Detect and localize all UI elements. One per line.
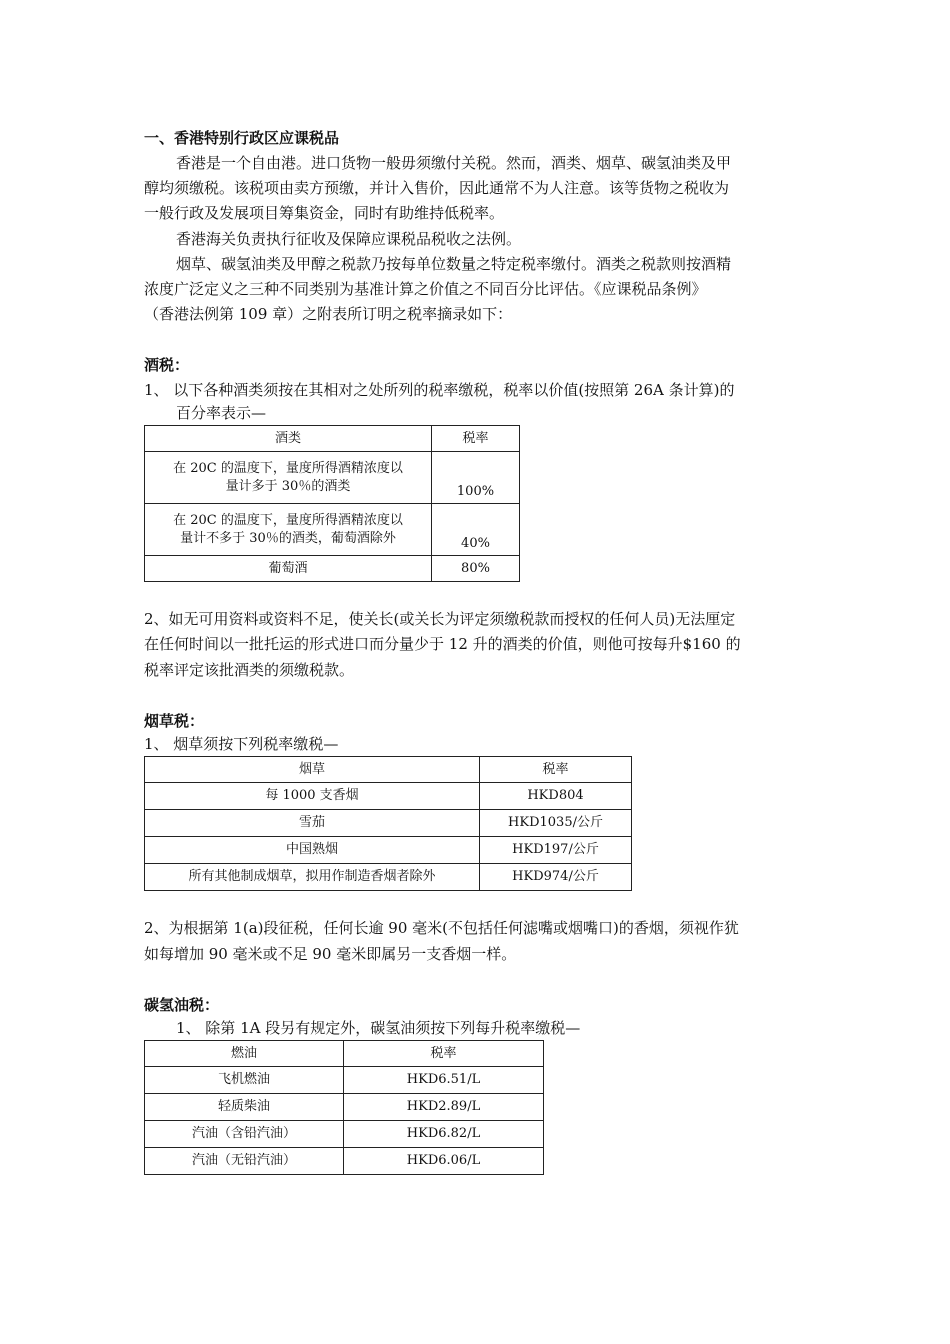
liquor-item1-line: 百分率表示— <box>176 404 267 422</box>
table-cell: 轻质柴油 <box>145 1094 344 1121</box>
hydrocarbon-heading: 碳氢油税： <box>144 996 220 1014</box>
table-header-cell: 税率 <box>480 757 632 783</box>
table-cell: 在 20C 的温度下，量度所得酒精浓度以 量计不多于 30％的酒类，葡萄酒除外 <box>145 504 432 556</box>
table-row <box>145 1094 544 1121</box>
table-header-cell: 税率 <box>432 426 520 452</box>
table-cell: 雪茄 <box>145 810 480 837</box>
paragraph-line: 香港海关负责执行征收及保障应课税品税收之法例。 <box>176 230 522 248</box>
liquor-rate-table <box>144 425 520 582</box>
table-row <box>145 1148 544 1175</box>
table-cell: 中国熟烟 <box>145 837 480 864</box>
paragraph-line: 烟草、碳氢油类及甲醇之税款乃按每单位数量之特定税率缴付。酒类之税款则按酒精 <box>176 255 732 273</box>
table-row <box>145 504 520 556</box>
table-cell: HKD1035/公斤 <box>480 810 632 837</box>
table-header-cell: 烟草 <box>145 757 480 783</box>
table-row <box>145 837 632 864</box>
paragraph-line: 一般行政及发展项目筹集资金，同时有助维持低税率。 <box>144 204 505 222</box>
table-row <box>145 864 632 891</box>
table-cell: 所有其他制成烟草，拟用作制造香烟者除外 <box>145 864 480 891</box>
tobacco-rate-table <box>144 756 632 891</box>
table-cell: 40% <box>432 504 520 556</box>
table-cell: 在 20C 的温度下，量度所得酒精浓度以 量计多于 30％的酒类 <box>145 452 432 504</box>
table-header-cell: 燃油 <box>145 1041 344 1067</box>
table-cell: 汽油（含铅汽油） <box>145 1121 344 1148</box>
table-header-row <box>145 757 632 783</box>
tobacco-heading: 烟草税： <box>144 712 205 730</box>
paragraph-line: 醇均须缴税。该税项由卖方预缴，并计入售价，因此通常不为人注意。该等货物之税收为 <box>144 179 730 197</box>
tobacco-item2-line: 如每增加 90 毫米或不足 90 毫米即属另一支香烟一样。 <box>144 945 517 963</box>
table-header-cell: 酒类 <box>145 426 432 452</box>
liquor-item2-line: 2、如无可用资料或资料不足，使关长(或关长为评定须缴税款而授权的任何人员)无法厘定 <box>144 610 736 628</box>
table-header-row <box>145 426 520 452</box>
paragraph-line: 香港是一个自由港。进口货物一般毋须缴付关税。然而，酒类、烟草、碳氢油类及甲 <box>176 154 732 172</box>
liquor-item2-line: 税率评定该批酒类的须缴税款。 <box>144 661 355 679</box>
paragraph-line: 浓度广泛定义之三种不同类别为基准计算之价值之不同百分比评估。《应课税品条例》 <box>144 280 707 298</box>
table-cell: 100% <box>432 452 520 504</box>
table-cell: 汽油（无铅汽油） <box>145 1148 344 1175</box>
table-cell: 每 1000 支香烟 <box>145 783 480 810</box>
liquor-item2-line: 在任何时间以一批托运的形式进口而分量少于 12 升的酒类的价值，则他可按每升$160 的 <box>144 635 741 653</box>
liquor-item1-line: 1、 以下各种酒类须按在其相对之处所列的税率缴税，税率以价值(按照第 26A 条计算)的 <box>144 381 735 399</box>
hydrocarbon-item1: 1、 除第 1A 段另有规定外，碳氢油须按下列每升税率缴税— <box>176 1019 581 1037</box>
table-cell: 葡萄酒 <box>145 556 432 582</box>
table-cell: 飞机燃油 <box>145 1067 344 1094</box>
table-row <box>145 1121 544 1148</box>
hydrocarbon-rate-table <box>144 1040 544 1175</box>
table-row <box>145 1067 544 1094</box>
table-row <box>145 452 520 504</box>
table-row <box>145 810 632 837</box>
table-cell: HKD2.89/L <box>344 1094 544 1121</box>
table-cell: 80% <box>432 556 520 582</box>
section-heading: 一、香港特别行政区应课税品 <box>144 129 340 147</box>
table-cell: HKD804 <box>480 783 632 810</box>
paragraph-line: （香港法例第 109 章）之附表所订明之税率摘录如下： <box>144 305 513 323</box>
tobacco-item2-line: 2、为根据第 1(a)段征税，任何长逾 90 毫米(不包括任何滤嘴或烟嘴口)的香烟，须视作犹 <box>144 919 739 937</box>
table-cell: HKD197/公斤 <box>480 837 632 864</box>
table-header-row <box>145 1041 544 1067</box>
table-cell: HKD974/公斤 <box>480 864 632 891</box>
liquor-heading: 酒税： <box>144 356 190 374</box>
table-cell: HKD6.06/L <box>344 1148 544 1175</box>
table-cell: HKD6.51/L <box>344 1067 544 1094</box>
table-row <box>145 783 632 810</box>
table-row <box>145 556 520 582</box>
tobacco-item1: 1、 烟草须按下列税率缴税— <box>144 735 339 753</box>
table-header-cell: 税率 <box>344 1041 544 1067</box>
table-cell: HKD6.82/L <box>344 1121 544 1148</box>
